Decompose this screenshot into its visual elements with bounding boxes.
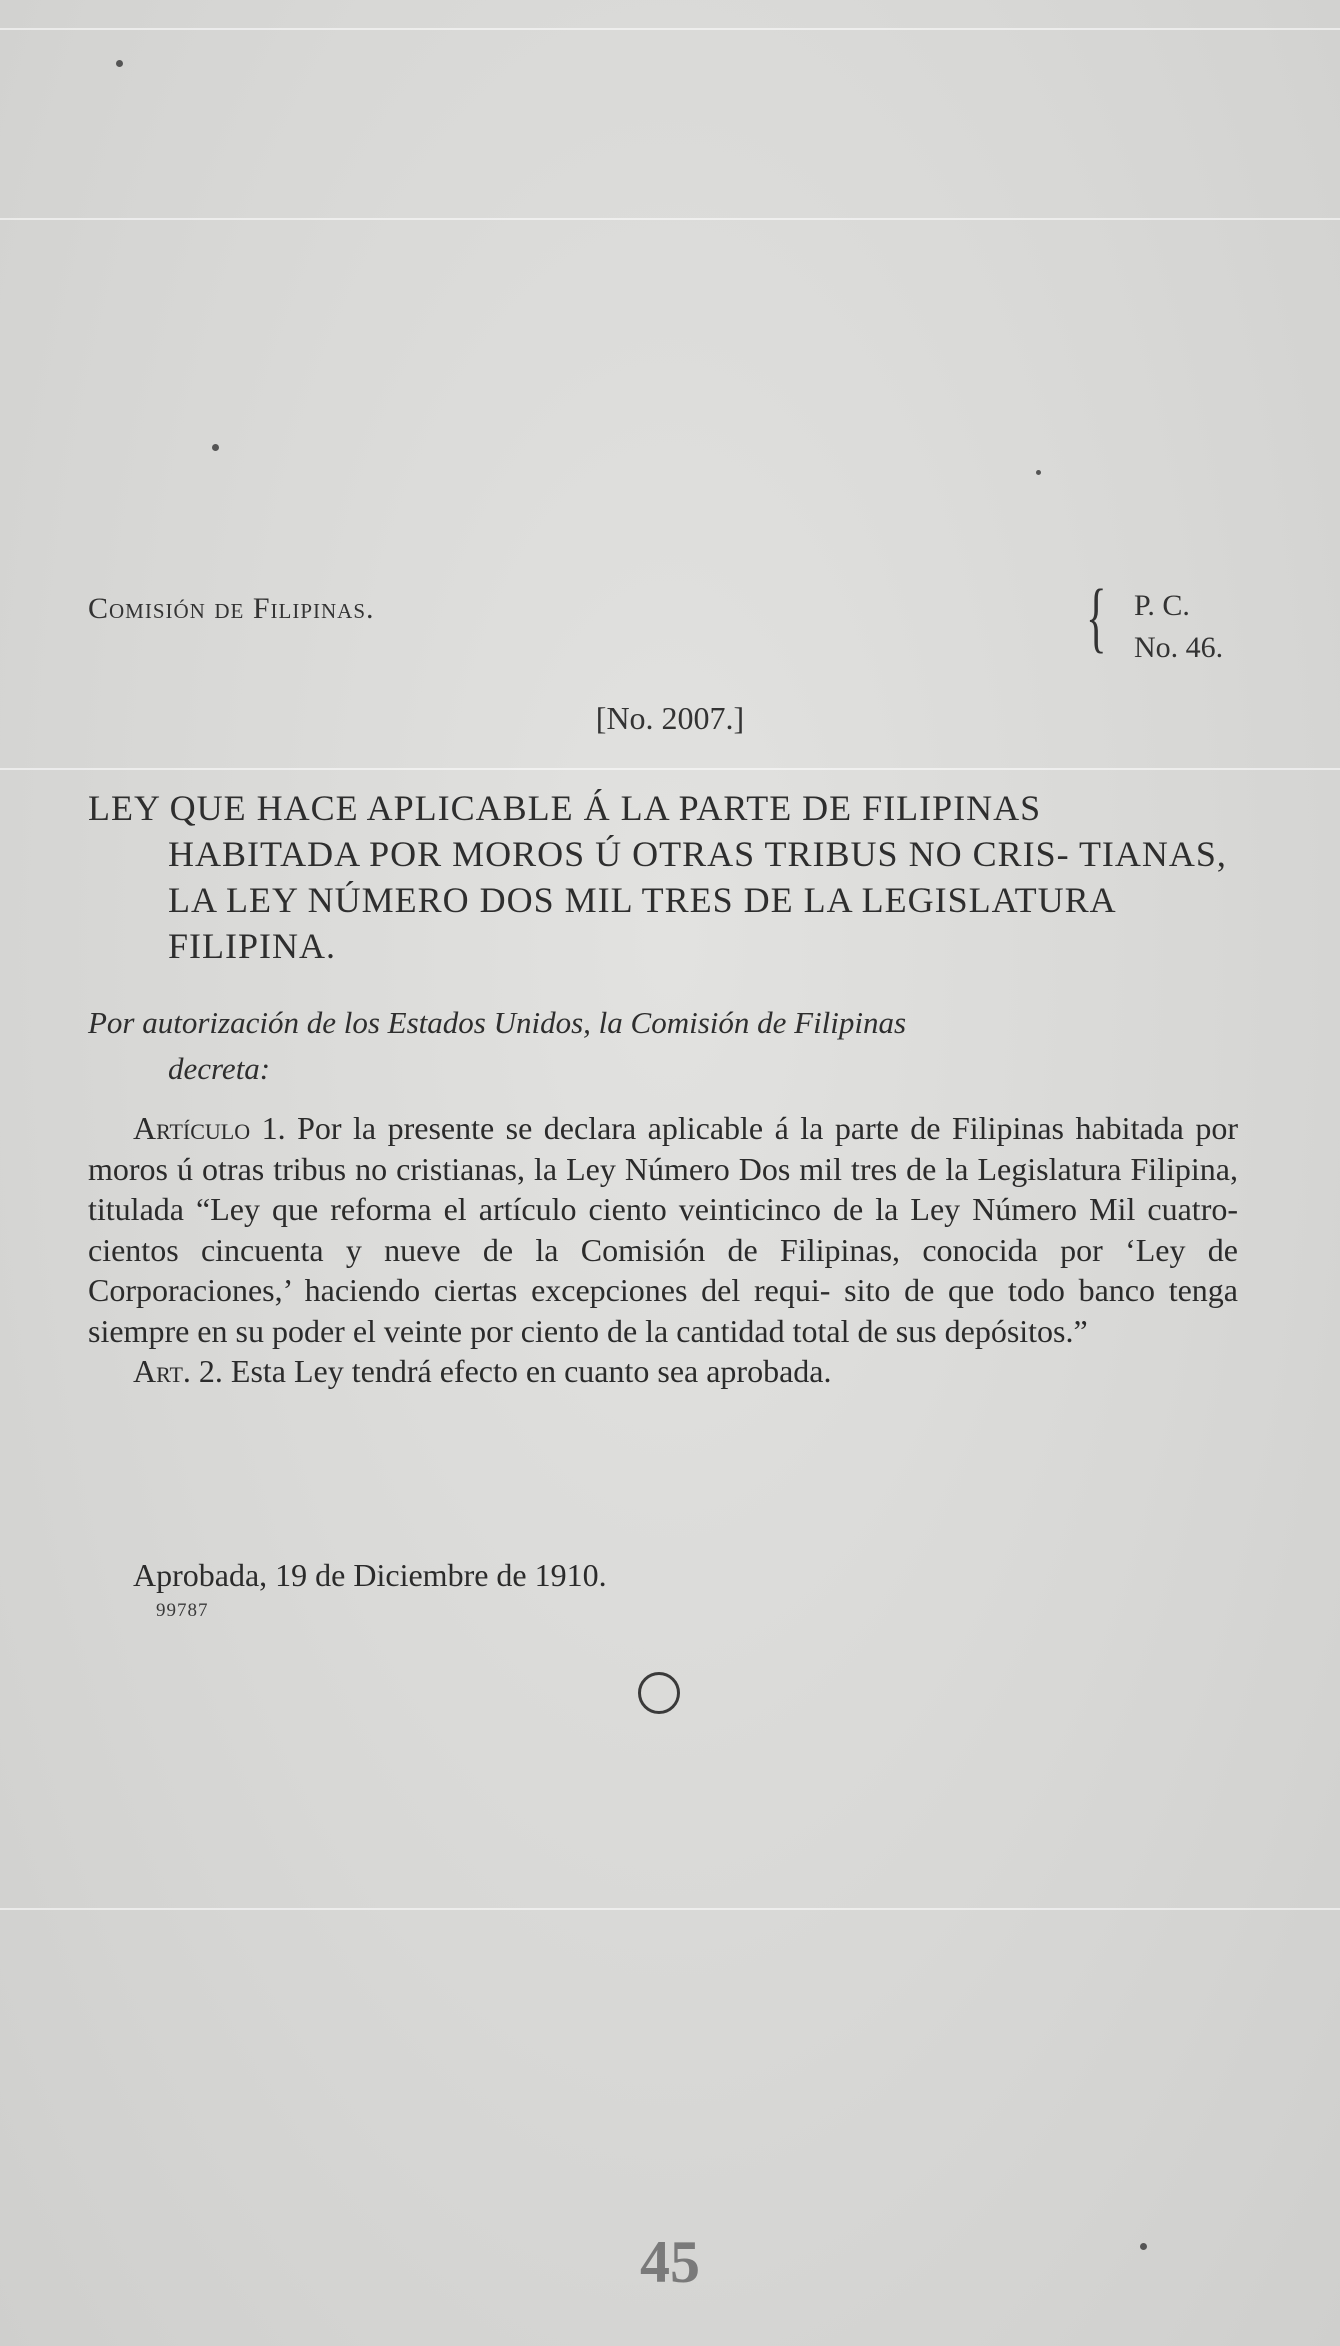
act-title-first-line: LEY QUE HACE APLICABLE Á LA PARTE DE FILIPINAS bbox=[88, 788, 1042, 828]
approval-date: Aprobada, 19 de Diciembre de 1910. bbox=[133, 1557, 607, 1593]
enacting-clause bbox=[88, 1000, 1268, 1092]
print-code: 99787 bbox=[156, 1600, 209, 1621]
enacting-clause-first-line: Por autorización de los Estados Unidos, la Comisión de Filipinas bbox=[88, 1005, 907, 1040]
act-title bbox=[88, 785, 1258, 969]
dust-speck bbox=[1036, 470, 1041, 475]
scan-line bbox=[0, 28, 1340, 30]
act-title-continuation: HABITADA POR MOROS Ú OTRAS TRIBUS NO CRIS- TIANAS, LA LEY NÚMERO DOS MIL TRES DE LA LEGISLATURA FILIPINA. bbox=[168, 834, 1227, 966]
series-line-2: No. 46. bbox=[1134, 631, 1224, 664]
page-number: 45 bbox=[640, 2229, 700, 2295]
dust-speck bbox=[212, 444, 219, 451]
brace-symbol: { bbox=[1086, 573, 1107, 660]
series-reference bbox=[1134, 585, 1223, 669]
act-number: [No. 2007.] bbox=[595, 700, 745, 736]
circle-ornament-icon bbox=[638, 1672, 680, 1714]
dust-speck bbox=[116, 60, 123, 67]
enacting-clause-continuation: decreta: bbox=[168, 1051, 271, 1086]
article-1-label: Artículo 1. bbox=[133, 1110, 286, 1146]
series-line-1: P. C. bbox=[1134, 589, 1190, 622]
scan-line bbox=[0, 218, 1340, 220]
act-body bbox=[88, 1108, 1238, 1392]
article-1 bbox=[88, 1108, 1238, 1351]
scan-line bbox=[0, 1908, 1340, 1910]
article-2 bbox=[88, 1351, 1238, 1392]
article-2-text: Esta Ley tendrá efecto en cuanto sea aprobada. bbox=[230, 1353, 832, 1389]
article-2-label: Art. 2. bbox=[133, 1353, 223, 1389]
article-1-text: Por la presente se declara aplicable á la parte de Filipinas habitada por moros ú otras tribus no cristianas, la Ley Número Dos mil tres de la Legislatura Filipina, titulada “Ley que reforma el artículo ciento veinticinco de la Ley Número Mil cuatro- cientos cincuenta y nueve de la Comisión de Filipinas, conocida por ‘Ley de Corporaciones,’ haciendo ciertas excepciones del requi- sito de que todo banco tenga siempre en su poder el veinte por ciento de la cantidad total de sus depósitos.” bbox=[88, 1110, 1238, 1349]
scan-line bbox=[0, 768, 1340, 770]
commission-heading: Comisión de Filipinas. bbox=[88, 592, 375, 625]
